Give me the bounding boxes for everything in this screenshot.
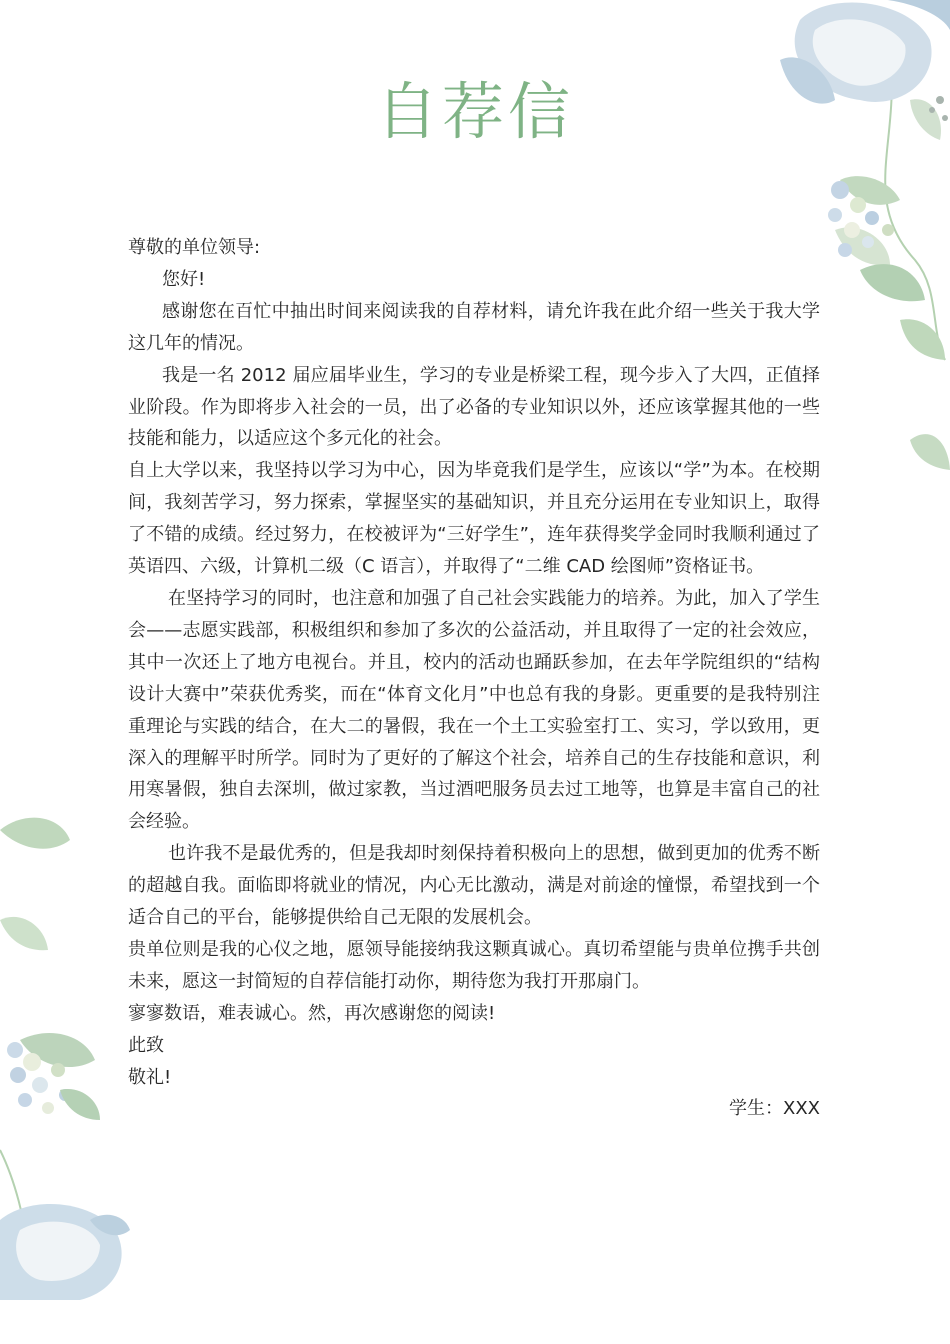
paragraph-aspiration: 也许我不是最优秀的，但是我却时刻保持着积极向上的思想，做到更加的优秀不断的超越自我。面临即将就业的情况，内心无比激动，满是对前途的憧憬，希望找到一个适合自己的平台，能够提供给自己无限的发展机会。 (128, 843, 820, 929)
paragraph-intro: 感谢您在百忙中抽出时间来阅读我的自荐材料，请允许我在此介绍一些关于我大学 这几年的情况。 (128, 300, 820, 354)
paragraph-thanks: 寥寥数语，难表诚心。然，再次感谢您的阅读! (128, 1002, 496, 1024)
paragraph-practice: 在坚持学习的同时，也注意和加强了自己社会实践能力的培养。为此，加入了学生会——志愿实践部，积极组织和参加了多次的公益活动，并且取得了一定的社会效应，其中一次还上了地方电视台。并且，校内的活动也踊跃参加，在去年学院组织的“结构设计大赛中”荣获优秀奖，而在“体育文化月”中也总有我的身影。更重要的是我特别注重理论与实践的结合，在大二的暑假，我在一个土工实验室打工、实习，学以致用，更深入的理解平时所学。同时为了更好的了解这个社会，培养自己的生存技能和意识，利用寒暑假，独自去深圳，做过家教，当过酒吧服务员去过工地等，也算是丰富自己的社会经验。 (128, 587, 820, 833)
floral-decoration-bottom-left (0, 800, 140, 1310)
greeting: 您好! (162, 268, 206, 290)
paragraph-background: 我是一名 2012 届应届毕业生，学习的专业是桥梁工程，现今步入了大四，正值择业阶段。作为即将步入社会的一员，出了必备的专业知识以外，还应该掌握其他的一些技能和能力，以适应这个多元化的社会。 (128, 364, 820, 450)
letter-body (128, 232, 820, 1125)
closing-line-1: 此致 (128, 1034, 164, 1056)
paragraph-employer: 贵单位则是我的心仪之地，愿领导能接纳我这颗真诚心。真切希望能与贵单位携手共创未来，愿这一封简短的自荐信能打动你，期待您为我打开那扇门。 (128, 938, 820, 992)
closing-line-2: 敬礼! (128, 1066, 172, 1088)
letter-title: 自荐信 (375, 75, 574, 148)
signature: 学生：XXX (729, 1098, 820, 1120)
paragraph-study: 自上大学以来，我坚持以学习为中心，因为毕竟我们是学生，应该以“学”为本。在校期间，我刻苦学习，努力探索，掌握坚实的基础知识，并且充分运用在专业知识上，取得了不错的成绩。经过努力，在校被评为“三好学生”，连年获得奖学金同时我顺利通过了英语四、六级，计算机二级（C 语言），并取得了“二维 CAD 绘图师”资格证书。 (128, 460, 820, 578)
salutation: 尊敬的单位领导: (128, 237, 261, 258)
